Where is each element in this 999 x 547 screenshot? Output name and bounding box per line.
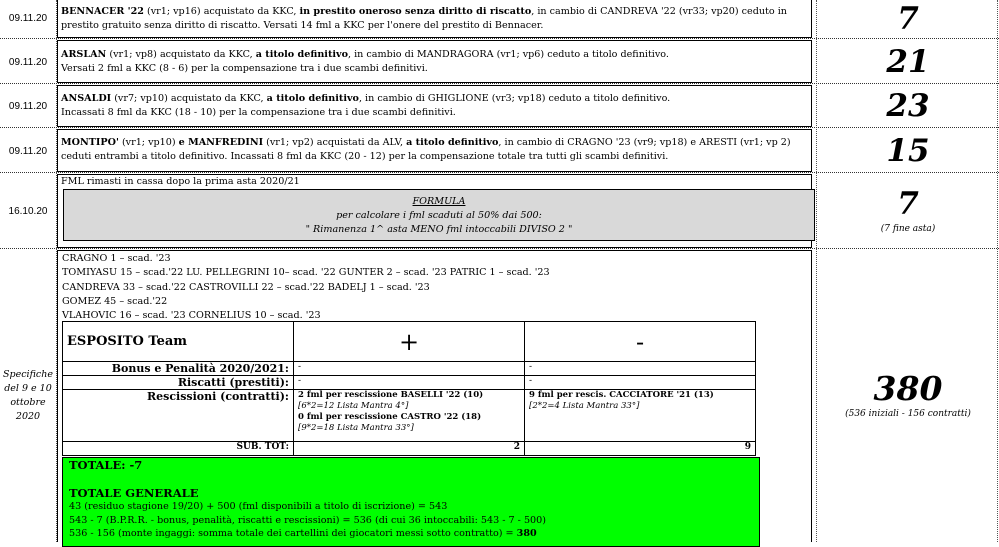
rescissioni-minus (525, 390, 756, 442)
rescission-note: [2*2=4 Lista Mantra 33°] (529, 401, 640, 411)
totale-line: 43 (residuo stagione 19/20) + 500 (fml disponibili a titolo di iscrizione) = 543 (69, 501, 448, 512)
subtot-minus: 9 (525, 442, 756, 456)
description-segment: (vr1; vp2) acquistati da ALV, (263, 137, 407, 148)
description-segment: in prestito oneroso senza diritto di riscatto (299, 6, 532, 17)
totale-line-text: 536 - 156 (monte ingaggi: somma totale dei cartellini dei giocatori messi sotto contratto) = (69, 528, 517, 539)
description-line (61, 48, 811, 62)
date-cell: 09.11.20 (8, 13, 48, 24)
date-cell: 09.11.20 (8, 56, 48, 68)
spec-label (0, 368, 56, 424)
totale-line: 543 - 7 (B.P.R.R. - bonus, penalità, riscatti e rescissioni) = 536 (di cui 36 intoccabili: 543 - 7 - 500) (69, 514, 547, 526)
cell-border (811, 85, 812, 126)
row-border (57, 82, 812, 83)
transaction-description (61, 5, 811, 33)
date-cell: 09.11.20 (8, 100, 48, 112)
intro-text: FML rimasti in cassa dopo la prima asta 2020/21 (61, 176, 300, 187)
rescission-item: 0 fml per rescissione CASTRO '22 (18) (298, 412, 482, 422)
formula-box (63, 189, 815, 241)
value-number: 15 (886, 133, 930, 169)
description-segment: (vr7; vp10) acquistato da KKC, (111, 93, 267, 104)
player-line: CANDREVA 33 – scad.'22 CASTROVILLI 22 – scad.'22 BADELJ 1 – scad. '23 (62, 281, 430, 293)
riscatti-label: Riscatti (prestiti): (63, 376, 294, 390)
plus-header: + (294, 322, 525, 362)
cell-border (811, 40, 812, 82)
row-border (57, 247, 812, 248)
row-border (57, 250, 812, 251)
description-segment: MONTIPO' (61, 137, 119, 148)
cell-border (57, 250, 58, 542)
cell-border (811, 129, 812, 171)
bonus-plus: - (294, 362, 525, 376)
cell-border (57, 0, 58, 37)
value-cell (817, 129, 999, 173)
riscatti-plus: - (294, 376, 525, 390)
value-number: 23 (886, 88, 930, 124)
row-border (57, 129, 812, 130)
description-segment: a titolo definitivo (406, 137, 499, 148)
cell-border (57, 174, 58, 247)
value-note: (7 fine asta) (880, 224, 936, 234)
value-cell (817, 0, 999, 37)
value-cell (817, 85, 999, 127)
cell-border (811, 250, 812, 542)
value-number: 7 (897, 186, 919, 222)
formula-line: " Rimanenza 1^ asta MENO fml intoccabili DIVISO 2 " (305, 224, 573, 235)
player-line: TOMIYASU 15 – scad.'22 LU. PELLEGRINI 10– scad. '22 GUNTER 2 – scad. '23 PATRIC 1 – scad. '23 (62, 267, 550, 279)
totale-line-value: 380 (516, 528, 537, 539)
player-line: GOMEZ 45 – scad.'22 (62, 295, 168, 307)
description-segment: e MANFREDINI (178, 137, 264, 148)
spec-line: del 9 e 10 (4, 383, 52, 394)
transaction-description (61, 48, 811, 76)
subtot-plus: 2 (294, 442, 525, 456)
player-line: CRAGNO 1 – scad. '23 (62, 253, 171, 264)
totale-line (69, 527, 753, 541)
description-segment: (vr1; vp10) (118, 137, 179, 148)
description-segment: , in cambio di MANDRAGORA (vr1; vp6) ceduto a titolo definitivo. (348, 49, 669, 60)
row-border (57, 40, 812, 41)
rescission-note: [9*2=18 Lista Mantra 33°] (298, 423, 414, 433)
description-segment: BENNACER '22 (61, 6, 144, 17)
totale: TOTALE: -7 (69, 458, 143, 472)
description-segment: ceduti entrambi a titolo definitivo. Incassati 8 fml da KKC (20 - 12) per la compensazione totale tra tutti gli scambi definitivi. (61, 151, 669, 162)
row-divider (0, 38, 999, 39)
description-segment: ANSALDI (61, 93, 112, 104)
value-note: (536 iniziali - 156 contratti) (845, 409, 971, 419)
rescissioni-plus (294, 390, 525, 442)
value-number: 21 (886, 44, 930, 80)
rescission-note: [6*2=12 Lista Mantra 4°] (298, 401, 409, 411)
row-divider (0, 248, 999, 249)
description-line (61, 92, 811, 106)
description-segment: , in cambio di GHIGLIONE (vr3; vp18) ceduto a titolo definitivo. (358, 93, 671, 104)
subtot-label: SUB. TOT: (63, 442, 294, 456)
riscatti-minus: - (525, 376, 756, 390)
description-line (61, 150, 811, 164)
value-cell (817, 41, 999, 83)
description-segment: a titolo definitivo (255, 49, 349, 60)
player-list (62, 252, 550, 323)
spec-line: 2020 (15, 411, 41, 422)
description-segment: a titolo definitivo (266, 93, 359, 104)
totals-box (62, 457, 760, 547)
date-cell: 16.10.20 (8, 205, 48, 217)
transaction-description (61, 92, 811, 120)
player-line: VLAHOVIC 16 – scad. '23 CORNELIUS 10 – scad. '23 (62, 310, 321, 322)
transaction-description (61, 136, 811, 164)
description-segment: , in cambio di CANDREVA '22 (vr33; vp20) ceduto in (531, 6, 787, 17)
minus-header: - (525, 322, 756, 362)
row-divider (0, 127, 999, 128)
description-line (61, 136, 811, 150)
cell-border (57, 85, 58, 126)
description-segment: (vr1; vp8) acquistato da KKC, (106, 49, 256, 60)
value-cell (817, 174, 999, 248)
date-cell: 09.11.20 (8, 145, 48, 157)
description-segment: Versati 2 fml a KKC (8 - 6) per la compensazione tra i due scambi definitivi. (61, 63, 428, 74)
totale-generale-heading: TOTALE GENERALE (69, 485, 199, 500)
spec-line: Specifiche (3, 369, 53, 380)
value-number: 7 (897, 0, 919, 37)
formula-line: per calcolare i fml scaduti al 50% dai 500: (336, 210, 542, 221)
row-border (57, 126, 812, 127)
description-line (61, 106, 811, 120)
description-segment: prestito gratuito senza diritto di riscatto. Versati 14 fml a KKC per l'onere del prestito di Bennacer. (61, 20, 544, 31)
description-segment: Incassati 8 fml da KKC (18 - 10) per la compensazione tra i due scambi definitivi. (61, 107, 456, 118)
cell-border (811, 0, 812, 37)
description-segment: ARSLAN (61, 49, 107, 60)
rescission-item: 9 fml per rescis. CACCIATORE '21 (13) (529, 390, 714, 400)
spec-line: ottobre (10, 397, 46, 408)
rescissioni-label: Rescissioni (contratti): (63, 390, 294, 442)
description-segment: (vr1; vp16) acquistato da KKC, (143, 6, 300, 17)
row-divider (0, 83, 999, 84)
description-segment: , in cambio di CRAGNO '23 (vr9; vp18) e ARESTI (vr1; vp 2) (498, 137, 791, 148)
bonus-minus: - (525, 362, 756, 376)
cell-border (57, 40, 58, 82)
description-line (61, 19, 811, 33)
description-line (61, 62, 811, 76)
team-name: ESPOSITO Team (63, 322, 294, 362)
description-line (61, 5, 811, 19)
rescission-item: 2 fml per rescissione BASELLI '22 (10) (298, 390, 484, 400)
cell-border (57, 129, 58, 171)
value-cell (817, 250, 999, 542)
esposito-table (62, 321, 756, 456)
row-border (57, 85, 812, 86)
bonus-label: Bonus e Penalità 2020/2021: (63, 362, 294, 376)
formula-title: FORMULA (412, 196, 466, 207)
row-border (57, 37, 812, 38)
value-number: 380 (873, 369, 943, 408)
row-border (57, 171, 812, 172)
